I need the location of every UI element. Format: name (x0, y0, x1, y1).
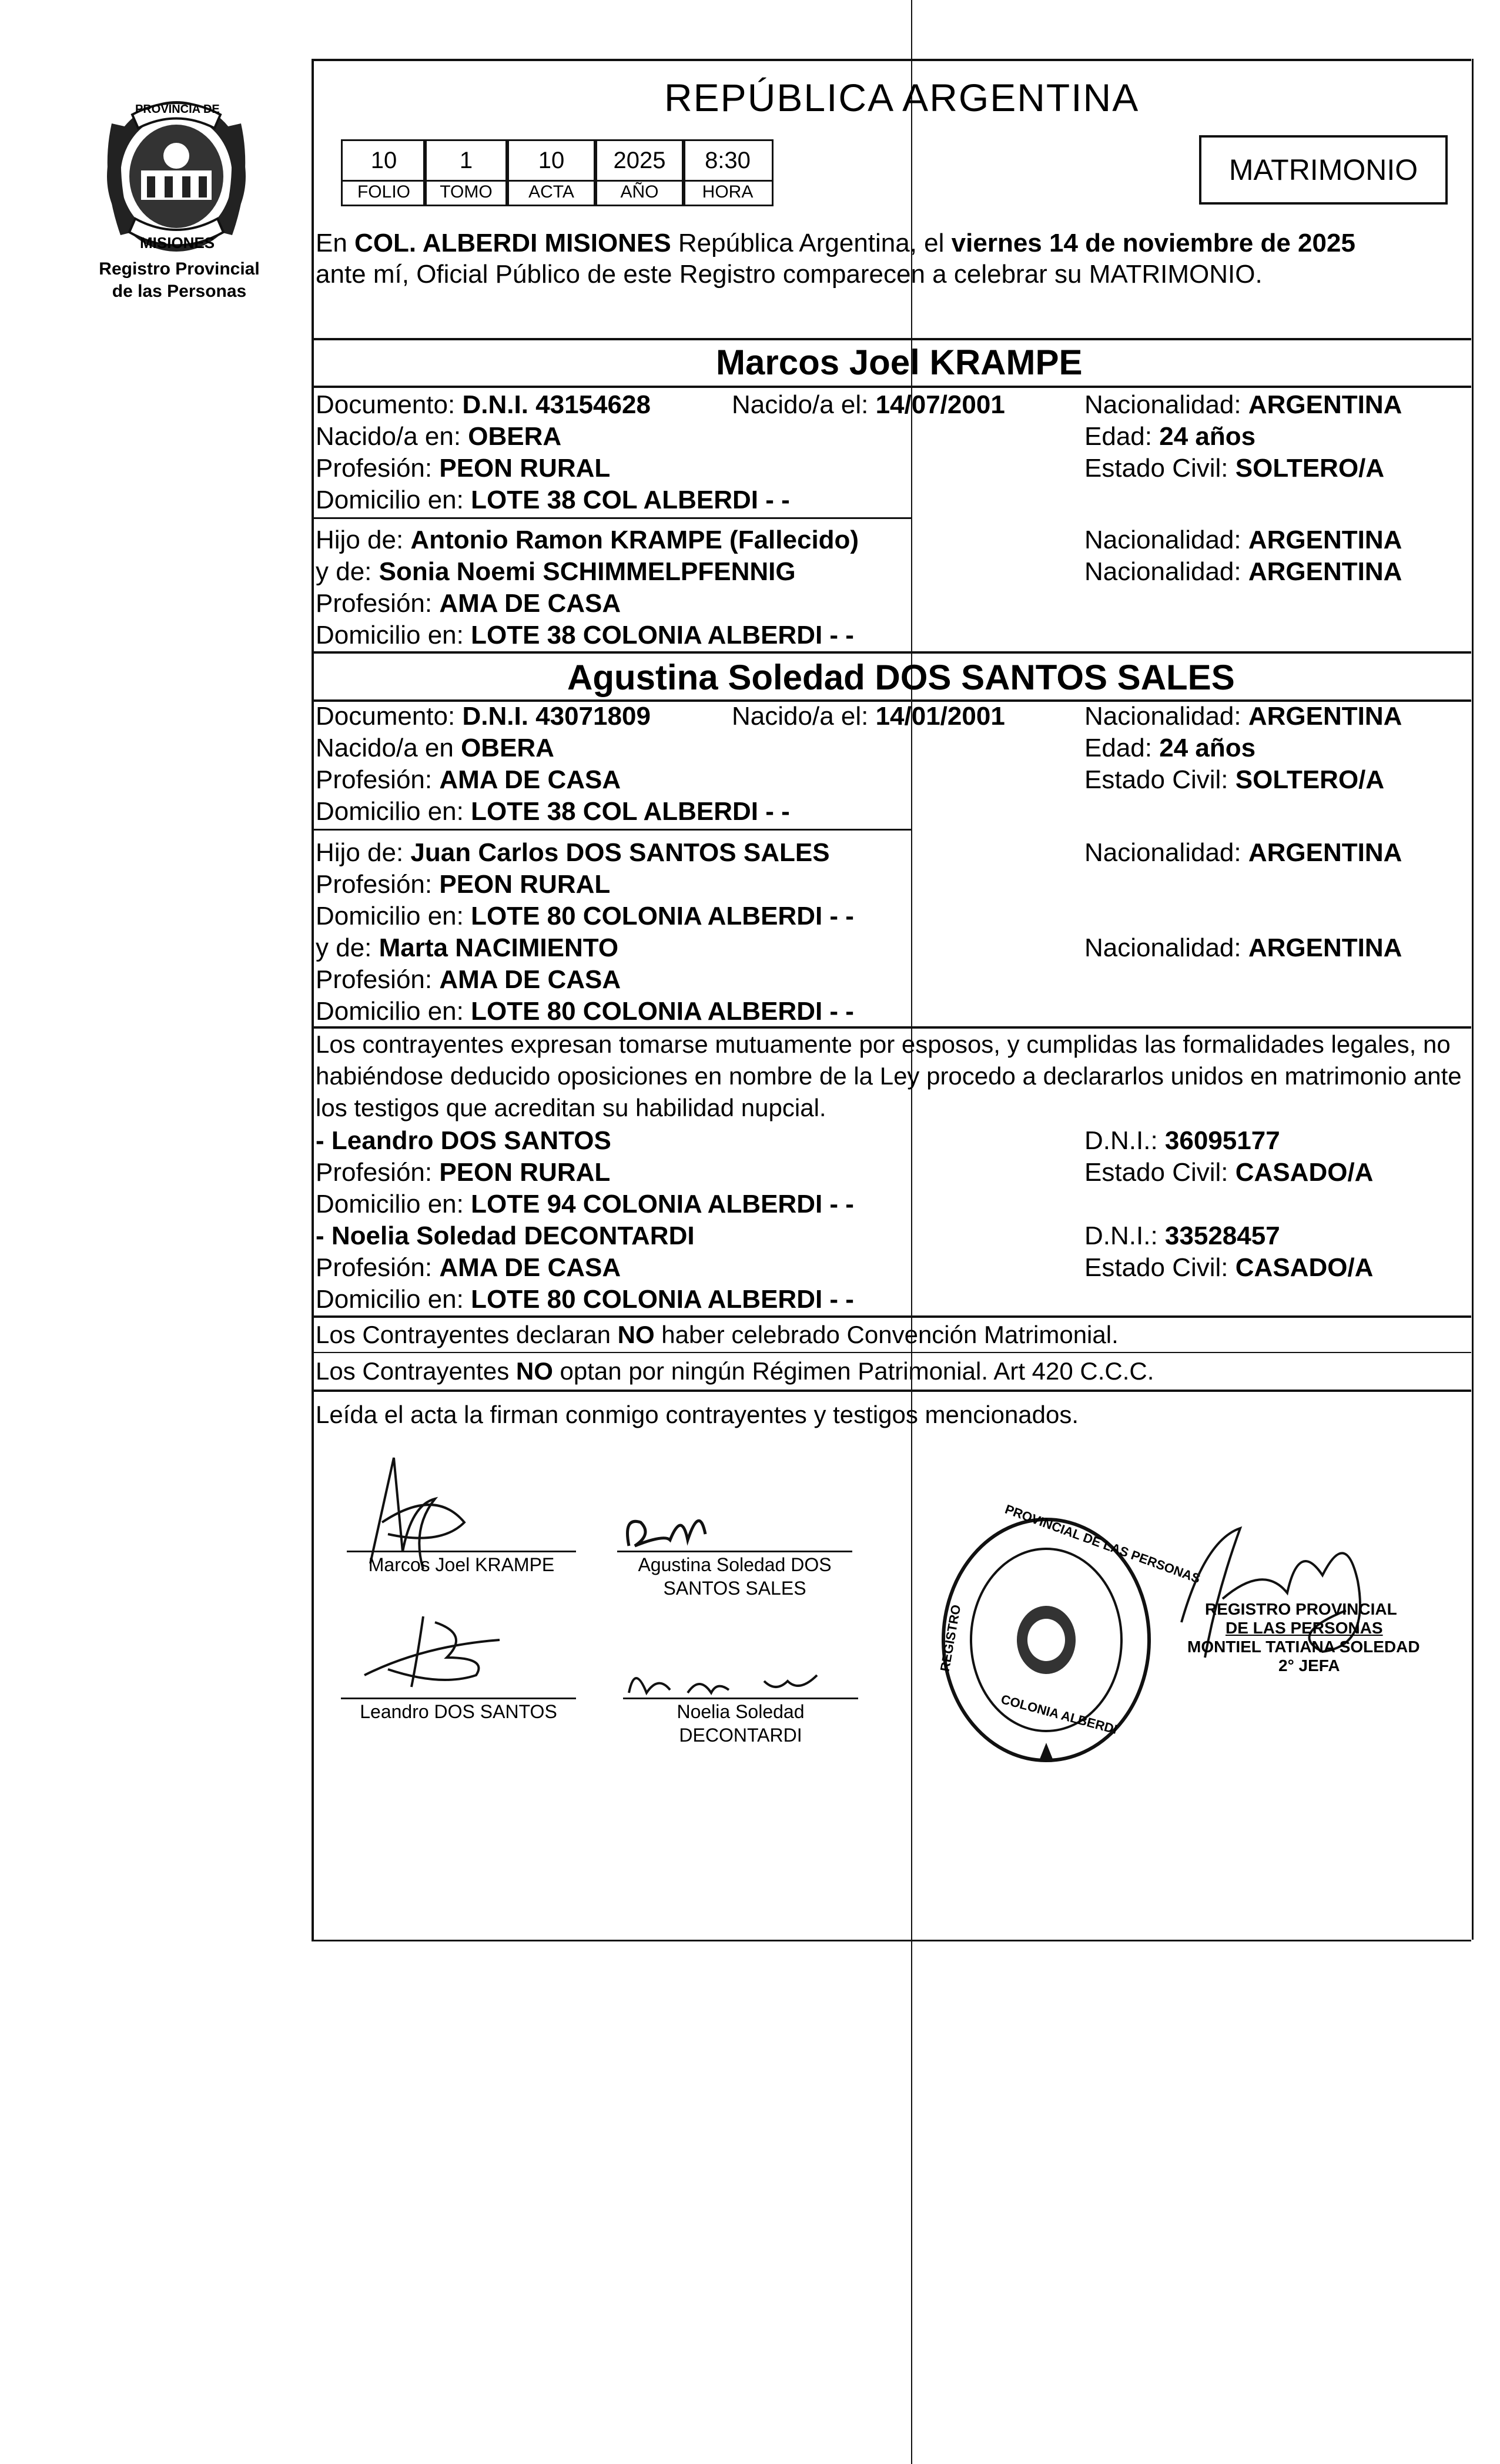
spouse1-name: Marcos Joel KRAMPE (716, 343, 1083, 382)
label: Nacionalidad: (1084, 525, 1248, 554)
label: Nacionalidad: (1084, 933, 1248, 962)
witness1-name: - Leandro DOS SANTOS (316, 1126, 611, 1155)
value: LOTE 80 COLONIA ALBERDI - - (471, 997, 854, 1026)
value: LOTE 94 COLONIA ALBERDI - - (471, 1190, 854, 1218)
intro-place: COL. ALBERDI MISIONES (354, 229, 671, 257)
value: 24 años (1159, 422, 1256, 451)
value: LOTE 38 COLONIA ALBERDI - - (471, 621, 854, 650)
label: Domicilio en: (316, 902, 471, 930)
value: PEON RURAL (439, 1158, 611, 1187)
witness2-civil-status (1084, 1252, 1373, 1284)
label: Nacido/a el: (732, 702, 876, 731)
page-title: REPÚBLICA ARGENTINA (664, 76, 1140, 119)
spouse2-address (316, 796, 790, 828)
spouse2-mother-address (316, 996, 854, 1027)
value: D.N.I. 43154628 (462, 390, 651, 419)
spouse1-nationality (1084, 389, 1402, 421)
label: Profesión: (316, 870, 440, 899)
signature-scribble-3 (353, 1611, 517, 1693)
official-stamp-line-1: REGISTRO PROVINCIAL (1205, 1600, 1397, 1618)
seal-bottom-text: MISIONES (140, 234, 215, 252)
spouse2-father (316, 837, 830, 869)
field-ano (594, 139, 685, 206)
value: LOTE 80 COLONIA ALBERDI - - (471, 1285, 854, 1314)
signature-line-4 (623, 1698, 858, 1699)
intro-country: República Argentina, el (671, 229, 952, 257)
label: Domicilio en: (316, 621, 471, 650)
value: ARGENTINA (1248, 557, 1402, 586)
label: Estado Civil: (1084, 454, 1236, 483)
value: PEON RURAL (439, 870, 611, 899)
value: Marta NACIMIENTO (379, 933, 619, 962)
value: SOLTERO/A (1235, 765, 1385, 794)
value: ARGENTINA (1248, 390, 1402, 419)
official-stamp-line-3: MONTIEL TATIANA SOLEDAD (1187, 1638, 1420, 1656)
value: 24 años (1159, 734, 1256, 762)
label: D.N.I.: (1084, 1126, 1165, 1155)
label: Profesión: (316, 765, 440, 794)
signature-name-3: Leandro DOS SANTOS (360, 1701, 557, 1722)
value: PEON RURAL (439, 454, 611, 483)
spouse2-civil-status (1084, 764, 1384, 796)
spouse1-civil-status (1084, 453, 1384, 484)
spouse1-age (1084, 421, 1255, 453)
value: OBERA (461, 734, 554, 762)
witness1-civil-status (1084, 1157, 1373, 1189)
value: 33528457 (1164, 1221, 1280, 1250)
spouse1-mother-nationality (1084, 556, 1402, 588)
witness2-address (316, 1284, 854, 1315)
value: Sonia Noemi SCHIMMELPFENNIG (379, 557, 796, 586)
signature-line-3 (341, 1698, 576, 1699)
spouse2-name: Agustina Soledad DOS SANTOS SALES (567, 658, 1235, 697)
label: Nacionalidad: (1084, 557, 1248, 586)
spouse2-profession (316, 764, 621, 796)
witness2-name: - Noelia Soledad DECONTARDI (316, 1221, 695, 1250)
text: Los Contrayentes declaran (316, 1321, 618, 1348)
acta-value: 10 (507, 141, 595, 182)
spouse1-profession (316, 453, 610, 484)
official-stamp-line-2: DE LAS PERSONAS (1226, 1619, 1383, 1637)
value: AMA DE CASA (439, 1253, 621, 1282)
spouse1-father-nationality (1084, 524, 1402, 556)
spouse2-mother-nationality (1084, 932, 1402, 964)
value: D.N.I. 43071809 (462, 702, 651, 731)
label: Nacido/a en (316, 734, 461, 762)
folio-label: FOLIO (357, 182, 410, 202)
label: Hijo de: (316, 525, 411, 554)
label: Profesión: (316, 1158, 440, 1187)
witness1-address (316, 1189, 854, 1220)
intro-line-1 (316, 227, 1355, 259)
top-border (312, 59, 1471, 61)
spouse2-father-profession (316, 869, 610, 900)
value: OBERA (468, 422, 562, 451)
spouse2-birthdate (732, 701, 1005, 732)
witness1-dni (1084, 1125, 1280, 1157)
value: LOTE 38 COL ALBERDI - - (471, 486, 790, 514)
spouse2-birthplace (316, 732, 554, 764)
spouse1-mother-profession (316, 588, 621, 620)
intro-date: viernes 14 de noviembre de 2025 (951, 229, 1355, 257)
value: 14/07/2001 (875, 390, 1005, 419)
spouse1-birthplace (316, 421, 561, 453)
emphasis: NO (617, 1321, 655, 1348)
label: Profesión: (316, 589, 440, 618)
label: Nacionalidad: (1084, 390, 1248, 419)
label: Hijo de: (316, 838, 411, 867)
spouse2-father-nationality (1084, 837, 1402, 869)
witness2-dni (1084, 1220, 1280, 1252)
spouse1-document (316, 389, 651, 421)
value: CASADO/A (1235, 1253, 1374, 1282)
acta-label: ACTA (528, 182, 574, 202)
label: Edad: (1084, 734, 1160, 762)
spouse2-mother-profession (316, 964, 621, 996)
bottom-border (312, 1940, 1471, 1941)
label: Nacido/a el: (732, 390, 876, 419)
field-hora (682, 139, 774, 206)
label: Domicilio en: (316, 1285, 471, 1314)
label: Profesión: (316, 1253, 440, 1282)
value: AMA DE CASA (439, 589, 621, 618)
value: AMA DE CASA (439, 765, 621, 794)
text: optan por ningún Régimen Patrimonial. Art 420 C.C.C. (553, 1357, 1154, 1385)
label: Profesión: (316, 454, 440, 483)
witness1-profession (316, 1157, 610, 1189)
spouse1-birthdate (732, 389, 1005, 421)
folio-value: 10 (343, 141, 425, 182)
value: ARGENTINA (1248, 525, 1402, 554)
tomo-value: 1 (425, 141, 507, 182)
spouse2-age (1084, 732, 1255, 764)
text: haber celebrado Convención Matrimonial. (654, 1321, 1119, 1348)
hora-label: HORA (702, 182, 754, 202)
label: Domicilio en: (316, 797, 471, 826)
label: Domicilio en: (316, 486, 471, 514)
label: Profesión: (316, 965, 440, 994)
closing-text: Leída el acta la firman conmigo contrayentes y testigos mencionados. (316, 1401, 1079, 1428)
signature-name-4: Noelia Soledad DECONTARDI (677, 1701, 805, 1746)
document-type-box: MATRIMONIO (1199, 135, 1448, 205)
field-acta (505, 139, 597, 206)
label: Documento: (316, 702, 463, 731)
divider-2 (312, 386, 1471, 388)
round-stamp-left-text: REGISTRO (937, 1603, 964, 1673)
seal-top-text: PROVINCIA DE (135, 103, 220, 116)
label: D.N.I.: (1084, 1221, 1165, 1250)
hora-value: 8:30 (684, 141, 772, 182)
label: Nacionalidad: (1084, 838, 1248, 867)
witness2-profession (316, 1252, 621, 1284)
convention-line-2 (316, 1355, 1154, 1387)
divider-8 (312, 1315, 1471, 1318)
label: Documento: (316, 390, 463, 419)
signature-name-2: Agustina Soledad DOS SANTOS SALES (638, 1554, 832, 1599)
value: AMA DE CASA (439, 965, 621, 994)
label: y de: (316, 933, 379, 962)
tomo-label: TOMO (440, 182, 493, 202)
label: Nacido/a en: (316, 422, 468, 451)
label: Domicilio en: (316, 1190, 471, 1218)
signature-scribble-2 (617, 1499, 735, 1558)
spouse2-father-address (316, 900, 854, 932)
spouse1-father (316, 524, 859, 556)
label: Estado Civil: (1084, 765, 1236, 794)
spouse2-document (316, 701, 651, 732)
spouse2-nationality (1084, 701, 1402, 732)
round-stamp-top-text: PROVINCIAL DE LAS PERSONAS (1003, 1501, 1203, 1586)
divider-10 (312, 1390, 1471, 1392)
value: 14/01/2001 (875, 702, 1005, 731)
label: Nacionalidad: (1084, 702, 1248, 731)
ano-value: 2025 (595, 141, 684, 182)
label: Domicilio en: (316, 997, 471, 1026)
convention-line-1 (316, 1319, 1119, 1351)
divider-6 (312, 829, 911, 831)
label: y de: (316, 557, 379, 586)
divider-3 (312, 517, 911, 519)
emphasis: NO (515, 1357, 553, 1385)
divider-1 (312, 338, 1471, 340)
official-stamp-line-4: 2° JEFA (1278, 1656, 1340, 1675)
value: LOTE 38 COL ALBERDI - - (471, 797, 790, 826)
intro-line-2: ante mí, Oficial Público de este Registro comparecen a celebrar su MATRIMONIO. (316, 260, 1263, 289)
field-tomo (423, 139, 509, 206)
field-folio (341, 139, 427, 206)
signature-line-1 (347, 1551, 576, 1552)
declaration-line-2: habiéndose deducido oposiciones en nombre de la Ley procedo a declararlos unidos en matrimonio ante (316, 1062, 1462, 1090)
spouse1-mother (316, 556, 796, 588)
ano-label: AÑO (620, 182, 659, 202)
label: Estado Civil: (1084, 1158, 1236, 1187)
value: ARGENTINA (1248, 838, 1402, 867)
divider-4 (312, 651, 1471, 654)
value: 36095177 (1164, 1126, 1280, 1155)
value: Juan Carlos DOS SANTOS SALES (410, 838, 830, 867)
declaration-line-3: los testigos que acreditan su habilidad nupcial. (316, 1094, 826, 1121)
spouse1-address (316, 484, 790, 516)
round-stamp-bottom-text: COLONIA ALBERDI (999, 1692, 1119, 1737)
intro-en: En (316, 229, 355, 257)
registry-name-line1: Registro Provincial (99, 259, 260, 279)
value: ARGENTINA (1248, 702, 1402, 731)
text: Los Contrayentes (316, 1357, 516, 1385)
spouse2-mother (316, 932, 618, 964)
registry-name-line2: de las Personas (112, 282, 247, 301)
value: ARGENTINA (1248, 933, 1402, 962)
declaration-line-1: Los contrayentes expresan tomarse mutuamente por esposos, y cumplidas las formalidades legales, no (316, 1030, 1451, 1058)
divider-9 (312, 1352, 1471, 1353)
value: CASADO/A (1235, 1158, 1374, 1187)
signature-name-1: Marcos Joel KRAMPE (368, 1554, 555, 1575)
value: Antonio Ramon KRAMPE (Fallecido) (410, 525, 859, 554)
label: Estado Civil: (1084, 1253, 1236, 1282)
label: Edad: (1084, 422, 1160, 451)
value: SOLTERO/A (1235, 454, 1385, 483)
value: LOTE 80 COLONIA ALBERDI - - (471, 902, 854, 930)
signature-line-2 (617, 1551, 852, 1552)
spouse1-mother-address (316, 620, 854, 651)
